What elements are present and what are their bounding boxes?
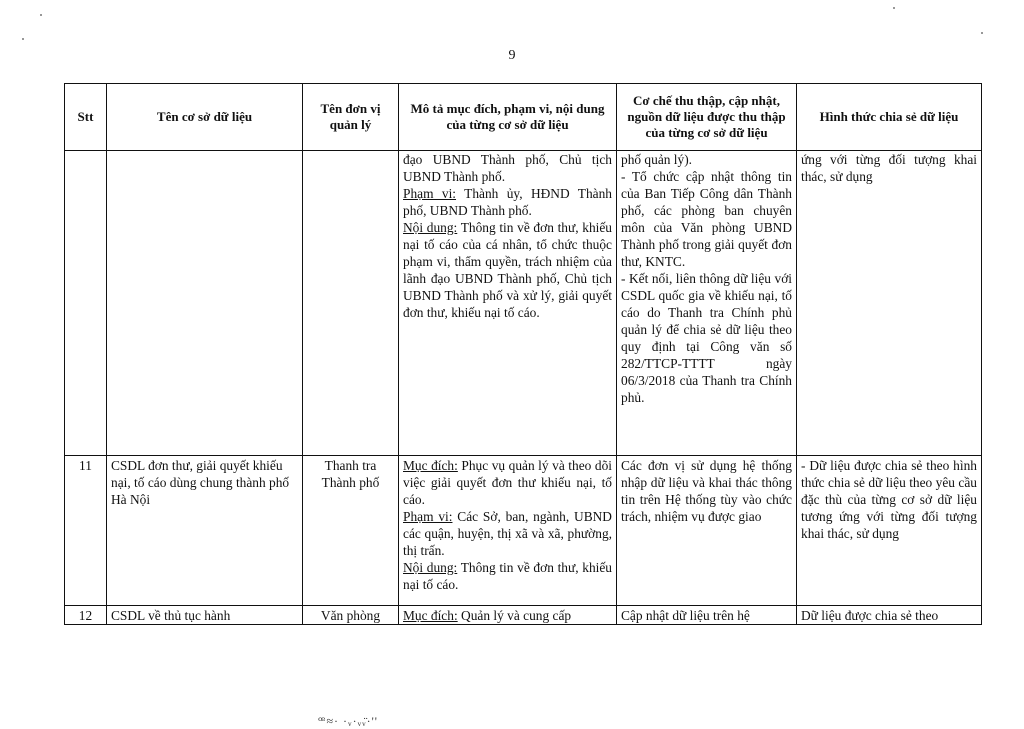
database-table <box>64 83 982 625</box>
cell-managing-unit <box>303 606 399 625</box>
cell-sharing-form: - Dữ liệu được chia sẻ theo hình thức chia sẻ dữ liệu theo yêu cầu đặc thù của từng cơ sở dữ liệu tương ứng với từng đối tượng khai thác, sử dụng <box>797 456 982 606</box>
stt-text: 12 <box>78 608 93 623</box>
sharing-text: Dữ liệu được chia sẻ theo <box>801 608 939 623</box>
cell-description <box>399 151 617 456</box>
header-managing-unit: Tên đơn vị quản lý <box>303 84 399 151</box>
cell-db-name <box>107 606 303 625</box>
cell-collection-mechanism <box>617 151 797 456</box>
scan-speck <box>981 32 983 34</box>
cell-collection-mechanism: Các đơn vị sử dụng hệ thống nhập dữ liệu và khai thác thông tin trên Hệ thống tùy vào chức trách, nhiệm vụ được giao <box>617 456 797 606</box>
purpose-text: Quản lý và cung cấp <box>457 608 572 623</box>
cell-description <box>399 456 617 606</box>
mechanism-lead: phố quản lý). <box>621 152 693 167</box>
cell-db-name <box>107 151 303 456</box>
cell-stt <box>65 606 107 625</box>
header-db-name: Tên cơ sở dữ liệu <box>107 84 303 151</box>
purpose-label: Mục đích: <box>403 458 458 473</box>
scope-text: Thành ủy, HĐND Thành phố, UBND Thành phố. <box>403 186 612 218</box>
description-lead: đạo UBND Thành phố, Chủ tịch UBND Thành phố. <box>403 152 612 184</box>
description-content <box>403 559 612 593</box>
table-row-continued <box>65 151 982 456</box>
cell-sharing-form: ứng với từng đối tượng khai thác, sử dụng <box>797 151 982 456</box>
table-header-row <box>65 84 982 151</box>
content-label: Nội dung: <box>403 560 458 575</box>
description-content <box>403 219 612 321</box>
purpose-label: Mục đích: <box>403 608 458 623</box>
cell-stt: 11 <box>65 456 107 606</box>
unit-text: Văn phòng <box>320 608 381 623</box>
content-label: Nội dung: <box>403 220 458 235</box>
mechanism-text: Cập nhật dữ liệu trên hệ <box>621 608 750 623</box>
cell-managing-unit: Thanh tra Thành phố <box>303 456 399 606</box>
scope-label: Phạm vi: <box>403 186 457 201</box>
cell-db-name: CSDL đơn thư, giải quyết khiếu nại, tố cáo dùng chung thành phố Hà Nội <box>107 456 303 606</box>
cell-managing-unit <box>303 151 399 456</box>
scan-speck <box>40 14 42 16</box>
mechanism-item: - Tổ chức cập nhật thông tin của Ban Tiếp Công dân Thành phố, các phòng ban chuyên môn của Văn phòng UBND Thành phố trong giải quyết đơn thư, KNTC. <box>621 169 792 269</box>
header-sharing-form: Hình thức chia sẻ dữ liệu <box>797 84 982 151</box>
description-scope <box>403 185 612 219</box>
description-scope <box>403 508 612 559</box>
table-row <box>65 606 982 625</box>
scope-label: Phạm vi: <box>403 509 453 524</box>
cell-sharing-form <box>797 606 982 625</box>
description-purpose <box>403 457 612 508</box>
header-collection-mechanism: Cơ chế thu thập, cập nhật, nguồn dữ liệu được thu thập của từng cơ sở dữ liệu <box>617 84 797 151</box>
content-text: Thông tin về đơn thư, khiếu nại tố cáo. <box>403 560 613 592</box>
scope-text: Các Sở, ban, ngành, UBND các quận, huyện, thị xã và xã, phường, thị trấn. <box>403 509 612 558</box>
purpose-text: Phục vụ quản lý và theo dõi việc giải quyết đơn thư khiếu nại, tố cáo. <box>403 458 612 507</box>
scan-speck <box>22 38 24 40</box>
description-purpose <box>403 607 612 623</box>
cell-stt <box>65 151 107 456</box>
header-stt: Stt <box>65 84 107 151</box>
scan-speck <box>893 7 895 9</box>
mechanism-item: - Kết nối, liên thông dữ liệu với CSDL quốc gia về khiếu nại, tố cáo do Thanh tra Chính phủ quản lý để chia sẻ dữ liệu theo quy định tại Công văn số 282/TTCP-TTTT ngày 06/3/2018 của Thanh tra Chính phủ. <box>621 271 792 405</box>
handwritten-mark: ꟹ≈· ·ᵥ·ᵥᵥ̈·'' <box>318 714 378 728</box>
cell-collection-mechanism <box>617 606 797 625</box>
cell-description <box>399 606 617 625</box>
db-name-text: CSDL về thủ tục hành <box>111 608 231 623</box>
content-text: Thông tin về đơn thư, khiếu nại tố cáo của cá nhân, tổ chức thuộc phạm vi, thẩm quyền, trách nhiệm của lãnh đạo UBND Thành phố, Chủ tịch UBND Thành phố và xử lý, giải quyết đơn thư, khiếu nại tố cáo. <box>403 220 613 320</box>
header-description: Mô tả mục đích, phạm vi, nội dung của từng cơ sở dữ liệu <box>399 84 617 151</box>
table-row <box>65 456 982 606</box>
page-number: 9 <box>508 48 516 63</box>
